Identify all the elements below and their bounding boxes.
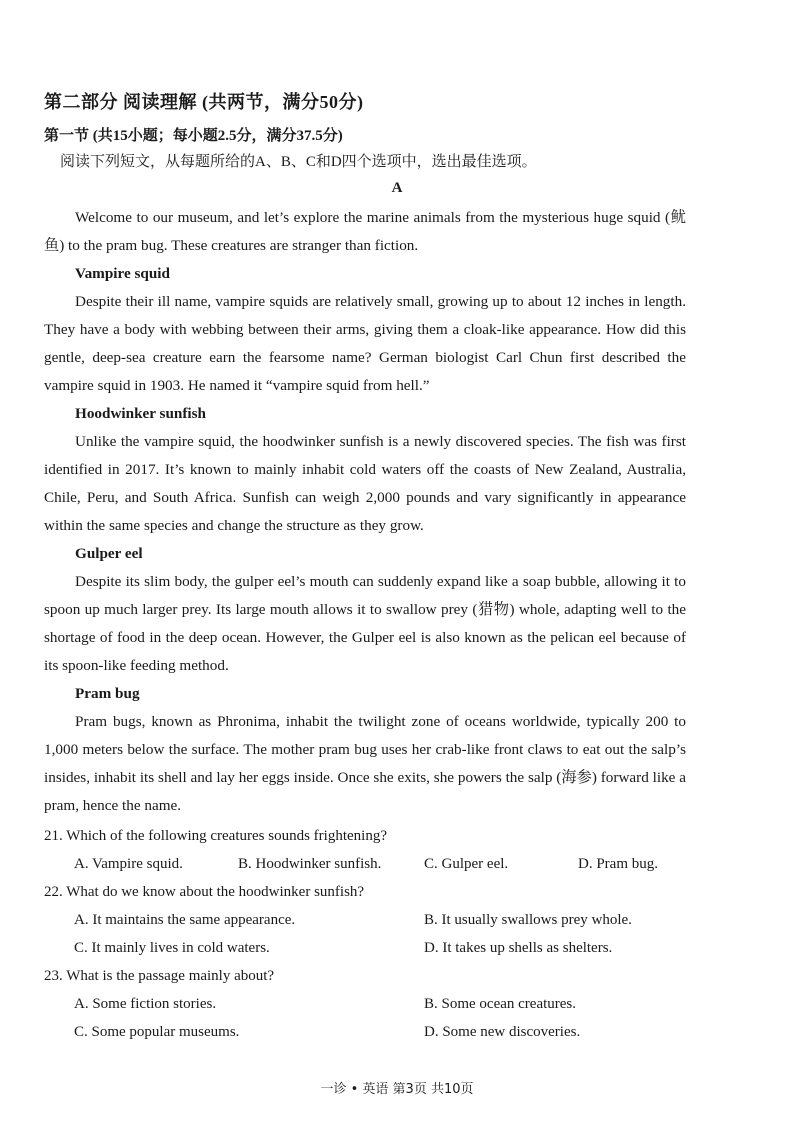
question-stem: 22. What do we know about the hoodwinker sunfish? bbox=[44, 884, 365, 900]
section-text-hoodwinker-sunfish: Unlike the vampire squid, the hoodwinker sunfish is a newly discovered species. The fish was first identified in 2017. It’s known to mainly inhabit cold waters off the coasts of New Zealand, Australia, Chile, Peru, and South Africa. Sunfish can weigh 2,000 pounds and vary significantly in appearance within the same species and change the structure as they grow. bbox=[44, 433, 686, 534]
option-b: B. Some ocean creatures. bbox=[424, 996, 577, 1012]
option-a: A. It maintains the same appearance. bbox=[74, 912, 296, 928]
section-text-vampire-squid: Despite their ill name, vampire squids are relatively small, growing up to about 12 inches in length. They have a body with webbing between their arms, giving them a cloak-like appearance. How did this gentle, deep-sea creature earn the fearsome name? German biologist Carl Chun first described the vampire squid in 1903. He named it “vampire squid from hell.” bbox=[44, 293, 686, 394]
option-c: C. It mainly lives in cold waters. bbox=[74, 940, 270, 956]
option-c: C. Some popular museums. bbox=[74, 1024, 240, 1040]
instruction-text: 阅读下列短文，从每题所给的A、B、C和D四个选项中，选出最佳选项。 bbox=[60, 154, 537, 170]
option-b: B. Hoodwinker sunfish. bbox=[238, 856, 382, 872]
option-a: A. Vampire squid. bbox=[74, 856, 183, 872]
question-options bbox=[44, 934, 704, 962]
question-options bbox=[44, 850, 704, 878]
question-options bbox=[44, 906, 704, 934]
option-d: D. Pram bug. bbox=[578, 856, 658, 872]
option-d: D. It takes up shells as shelters. bbox=[424, 940, 613, 956]
section-heading-gulper-eel: Gulper eel bbox=[75, 545, 143, 562]
section-title: 第二部分 阅读理解 (共两节，满分50分) bbox=[44, 92, 364, 112]
section-text-gulper-eel: Despite its slim body, the gulper eel’s mouth can suddenly expand like a soap bubble, allowing it to spoon up much larger prey. Its large mouth allows it to swallow prey (猎物) whole, adapting well to the shortage of food in the deep ocean. However, the Gulper eel is also known as the pelican eel because of its spoon-like feeding method. bbox=[44, 573, 686, 674]
option-c: C. Gulper eel. bbox=[424, 856, 509, 872]
option-b: B. It usually swallows prey whole. bbox=[424, 912, 632, 928]
subsection-title: 第一节 (共15小题；每小题2.5分，满分37.5分) bbox=[44, 128, 343, 144]
option-d: D. Some new discoveries. bbox=[424, 1024, 581, 1040]
section-heading-pram-bug: Pram bug bbox=[75, 685, 140, 702]
reading-passage bbox=[44, 204, 686, 820]
question-options bbox=[44, 1018, 704, 1046]
passage-letter: A bbox=[391, 180, 403, 196]
question-options bbox=[44, 990, 704, 1018]
question-list bbox=[44, 822, 704, 1046]
passage-intro: Welcome to our museum, and let’s explore the marine animals from the mysterious huge squid (鱿鱼) to the pram bug. These creatures are stranger than fiction. bbox=[44, 209, 686, 254]
section-heading-vampire-squid: Vampire squid bbox=[75, 265, 170, 282]
question-stem: 23. What is the passage mainly about? bbox=[44, 968, 275, 984]
page-footer: 一诊 • 英语 第3页 共10页 bbox=[320, 1082, 474, 1097]
section-heading-hoodwinker-sunfish: Hoodwinker sunfish bbox=[75, 405, 206, 422]
section-text-pram-bug: Pram bugs, known as Phronima, inhabit the twilight zone of oceans worldwide, typically 200 to 1,000 meters below the surface. The mother pram bug uses her crab-like front claws to eat out the salp’s insides, inhabit its shell and lay her eggs inside. Once she exits, she powers the salp (海参) forward like a pram, hence the name. bbox=[44, 713, 686, 814]
question-stem: 21. Which of the following creatures sounds frightening? bbox=[44, 828, 387, 844]
option-a: A. Some fiction stories. bbox=[74, 996, 217, 1012]
